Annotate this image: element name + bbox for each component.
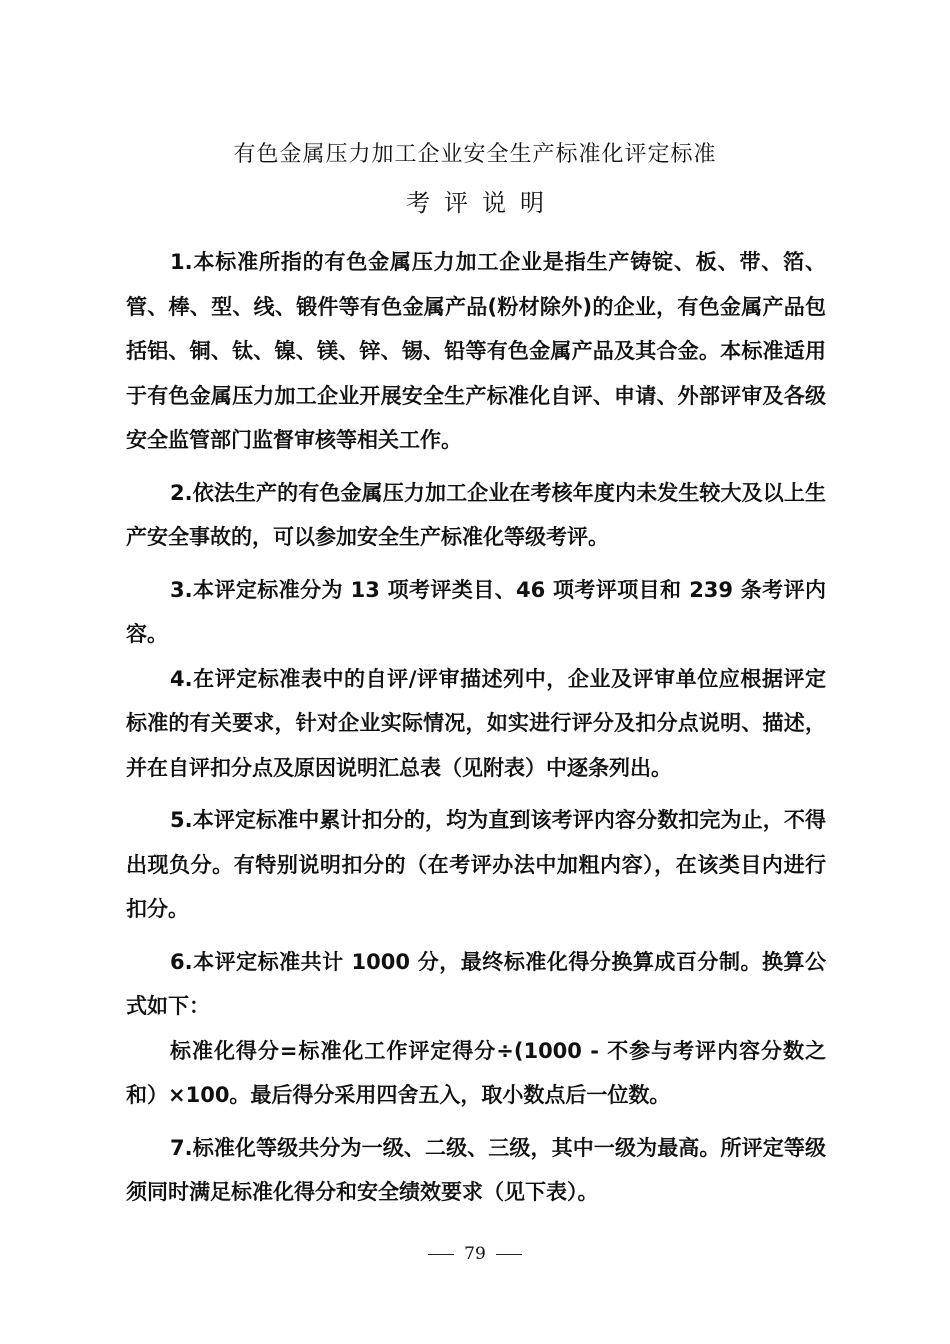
footer-dash-left	[428, 1254, 454, 1255]
footer-dash-right	[496, 1254, 522, 1255]
paragraph-3: 3.本评定标准分为 13 项考评类目、46 项考评项目和 239 条考评内容。	[126, 577, 826, 646]
paragraph-5: 5.本评定标准中累计扣分的，均为直到该考评内容分数扣完为止，不得出现负分。有特别说明扣分的（在考评办法中加粗内容），在该类目内进行扣分。	[126, 808, 826, 921]
document-title: 有色金属压力加工企业安全生产标准化评定标准	[233, 142, 717, 167]
formula-paragraph: 标准化得分=标准化工作评定得分÷(1000 - 不参与考评内容分数之和）×100。最后得分采用四舍五入，取小数点后一位数。	[126, 1038, 826, 1107]
paragraph-2: 2.依法生产的有色金属压力加工企业在考核年度内未发生较大及以上生产安全事故的，可以参加安全生产标准化等级考评。	[126, 480, 826, 549]
paragraph-6: 6.本评定标准共计 1000 分，最终标准化得分换算成百分制。换算公式如下：	[126, 949, 826, 1018]
page-number: 79	[464, 1244, 486, 1264]
paragraph-4: 4.在评定标准表中的自评/评审描述列中，企业及评审单位应根据评定标准的有关要求，针对企业实际情况，如实进行评分及扣分点说明、描述，并在自评扣分点及原因说明汇总表（见附表）中逐条列出。	[126, 666, 826, 780]
document-body	[126, 240, 826, 1215]
paragraph-1: 1.本标准所指的有色金属压力加工企业是指生产铸锭、板、带、箔、管、棒、型、线、锻件等有色金属产品(粉材除外)的企业，有色金属产品包括铝、铜、钛、镍、镁、锌、锡、铅等有色金属产品及其合金。本标准适用于有色金属压力加工企业开展安全生产标准化自评、申请、外部评审及各级安全监管部门监督审核等相关工作。	[126, 250, 826, 452]
document-subtitle: 考评说明	[406, 189, 558, 217]
page-footer	[0, 1242, 950, 1266]
paragraph-7: 7.标准化等级共分为一级、二级、三级，其中一级为最高。所评定等级须同时满足标准化得分和安全绩效要求（见下表）。	[126, 1135, 826, 1204]
